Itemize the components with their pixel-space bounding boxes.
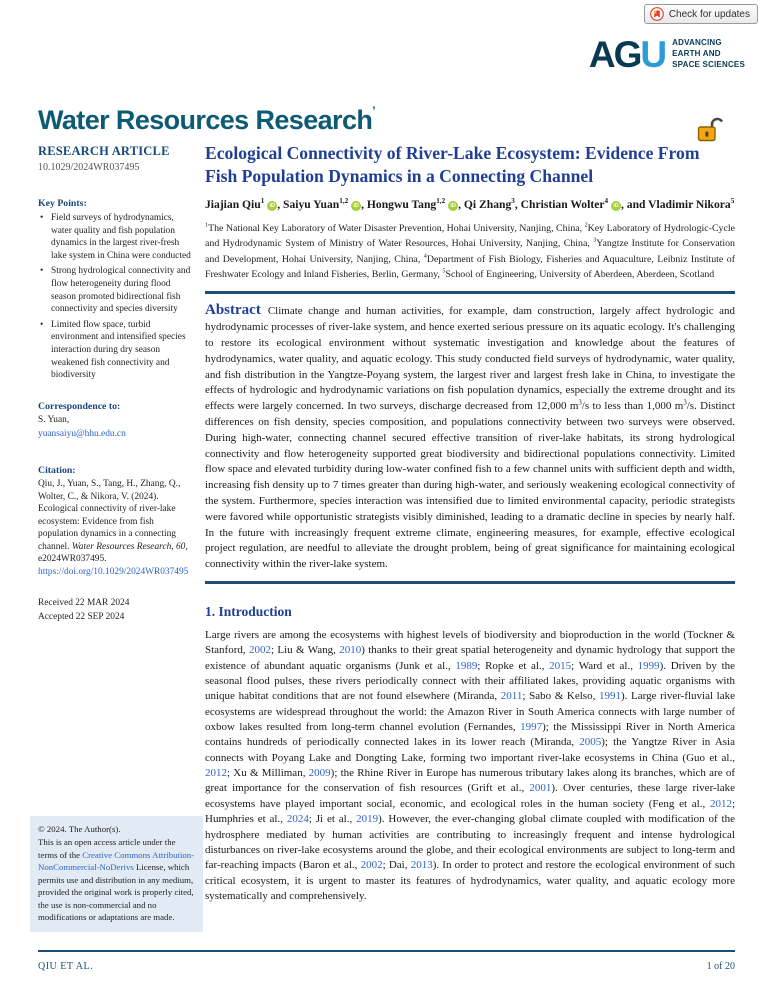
inline-link[interactable]: 2010: [339, 644, 362, 657]
text-segment: 1: [205, 222, 209, 229]
orcid-icon[interactable]: iD: [448, 201, 458, 211]
inline-link[interactable]: 1989: [455, 659, 478, 672]
text-segment: , Saiyu Yuan: [277, 197, 340, 211]
text-segment: Yangtze Institute for Conservation and Development, Hohai University, Nanjing, China,: [205, 238, 735, 265]
agu-tagline-line: ADVANCING: [672, 38, 722, 48]
text-segment: ; Xu & Milliman,: [227, 767, 309, 780]
key-point-item: • Strong hydrological connectivity and flow heterogeneity during flood season promoted bidirectional fish connectivity and species diversity: [38, 265, 195, 315]
accepted-date: Accepted 22 SEP 2024: [38, 611, 125, 622]
divider-rule: [205, 581, 735, 584]
key-points-heading: Key Points:: [38, 198, 87, 209]
divider-rule: [205, 291, 735, 294]
text-segment: ; Ropke et al.,: [477, 659, 550, 672]
inline-link[interactable]: 1997: [520, 721, 543, 734]
correspondence-email-link[interactable]: yuansaiyu@hhu.edu.cn: [38, 429, 126, 440]
inline-link[interactable]: 2009: [308, 767, 331, 780]
text-segment: 3: [511, 196, 515, 205]
agu-tagline: [672, 38, 745, 70]
text-segment: Jiajian Qiu: [205, 197, 261, 211]
text-segment: ) thanks to their great spatial heterogeneity and dynamic hydrology that support the existence of abundant aquatic organisms (Junk et al.,: [205, 644, 735, 672]
main-column: [205, 142, 735, 904]
text-segment: 5: [730, 196, 735, 205]
journal-name: Water Resources Research: [38, 105, 373, 135]
text-segment: ; Ji et al.,: [308, 813, 357, 826]
inline-link[interactable]: 1999: [637, 659, 660, 672]
article-dates: [38, 596, 195, 624]
abstract-section: [205, 303, 735, 573]
text-segment: ; Liu & Wang,: [270, 644, 340, 657]
journal-trademark: ’: [372, 104, 376, 118]
received-date: Received 22 MAR 2024: [38, 597, 130, 608]
text-segment: Large rivers are among the ecosystems with highest levels of biodiversity and bioproduction in the world (Tockner & Stanford,: [205, 629, 735, 657]
orcid-icon[interactable]: iD: [351, 201, 361, 211]
license-text: [38, 836, 196, 923]
citation-heading: Citation:: [38, 464, 76, 476]
journal-masthead: [38, 104, 375, 136]
inline-link[interactable]: 2015: [549, 659, 572, 672]
check-for-updates-label: Check for updates: [668, 8, 750, 20]
correspondence-heading: Correspondence to:: [38, 400, 121, 412]
agu-letter-g: G: [613, 34, 641, 75]
text-segment: 2: [584, 222, 588, 229]
sidebar: [38, 144, 195, 624]
text-segment: ); the Rhine River in Europe has numerous tributary lakes along its branches, which are of great importance for the conservation of fish resources (Grift et al.,: [205, 767, 735, 795]
citation-text: [38, 478, 195, 579]
agu-letter-u: U: [640, 34, 666, 75]
authors-line: [205, 196, 735, 213]
abstract-heading: Abstract: [205, 302, 261, 319]
text-segment: , Hongwu Tang: [361, 197, 437, 211]
inline-link[interactable]: 2019: [356, 813, 379, 826]
correspondence-name: S. Yuan,: [38, 414, 70, 425]
text-segment: 60: [175, 541, 186, 552]
key-points-list: [38, 212, 195, 382]
text-segment: 3: [683, 399, 687, 407]
text-segment: ); the Yangtze River in Asia connects with Poyang Lake and Dongting Lake, forming two important river-lake ecosystems in China (Guo et al.,: [205, 736, 735, 764]
copyright-line: © 2024. The Author(s).: [38, 824, 121, 834]
text-segment: , Qi Zhang: [458, 197, 512, 211]
text-segment: 1,2: [436, 196, 446, 205]
inline-link[interactable]: 2011: [500, 690, 523, 703]
text-segment: ; Humphries et al.,: [205, 797, 735, 826]
text-segment: /s to less than 1,000 m: [581, 400, 684, 413]
inline-link[interactable]: 2013: [410, 859, 433, 872]
inline-link[interactable]: 1991: [598, 690, 621, 703]
inline-link[interactable]: 2002: [248, 644, 271, 657]
orcid-icon[interactable]: iD: [611, 201, 621, 211]
text-segment: The National Key Laboratory of Water Disaster Prevention, Hohai University, Nanjing, China,: [208, 223, 585, 235]
agu-letter-a: A: [588, 34, 614, 75]
inline-link[interactable]: 2012: [709, 797, 732, 810]
license-box: [30, 816, 203, 932]
agu-logo: [589, 36, 745, 73]
orcid-icon[interactable]: iD: [267, 201, 277, 211]
inline-link[interactable]: 2001: [529, 782, 552, 795]
inline-link[interactable]: Creative Commons Attribution-NonCommercial-NoDerivs: [38, 849, 195, 873]
text-segment: ). Driven by the seasonal flood pulses, these rivers periodically connect with their affiliated lakes, providing aquatic organisms with unique habitat conditions that are not found elsewhere (Miranda,: [205, 659, 736, 703]
affiliations: [205, 221, 735, 282]
text-segment: This is an open access article under the terms of the: [38, 837, 176, 860]
abstract-text: [205, 305, 735, 570]
text-segment: Key Laboratory of Hydrologic-Cycle and Hydrodynamic System of Ministry of Water Resources, Hohai University, Nanjing, China,: [205, 223, 735, 250]
text-segment: ,: [171, 541, 176, 552]
text-segment: Climate change and human activities, for example, dam construction, largely affect hydrologic and hydrodynamic processes of river-lake system, and hence exerted serious pressure on its aquatic ecology. It's challenging to restore its ecological environment without systematic investigation and knowledge about the features of hydrodynamics, water quality, and aquatic ecology. This study conducted field surveys of hydrodynamic, water quality, and fish distribution in the Yangtze-Poyang system, the largest river and largest fresh lake in China, to investigate the effects of hydrologic and hydrodynamic variations on fish population dynamics, especially the extreme drought and its effects were largely concerned. In two surveys, discharge decreased from 12,000 m: [205, 305, 735, 413]
text-segment: , e2024WR037495.: [38, 541, 188, 565]
text-segment: , and Vladimir Nikora: [620, 197, 731, 211]
text-segment: 3: [593, 238, 597, 245]
page-indicator: 1 of 20: [706, 961, 735, 972]
text-segment: ). Large river-fluvial lake ecosystems are widespread throughout the world: the Amazon River in South America connects with large number of oxbow lakes resulted from long-term channel evolution (Fernandes,: [205, 690, 735, 734]
article-doi: 10.1029/2024WR037495: [38, 162, 140, 173]
agu-tagline-line: SPACE SCIENCES: [672, 59, 745, 69]
text-segment: ; Ward et al.,: [571, 659, 638, 672]
footer-rule: [38, 950, 735, 952]
text-segment: 4: [604, 196, 609, 205]
text-segment: Department of Fish Biology, Fisheries and Aquaculture, Leibniz Institute of Freshwater Ecology and Inland Fisheries, Berlin, Germany,: [205, 253, 735, 281]
text-segment: License, which permits use and distribution in any medium, provided the original work is properly cited, the use is non-commercial and no modifications or adaptations are made.: [38, 862, 194, 923]
agu-tagline-line: EARTH AND: [672, 49, 721, 59]
text-segment: ; Sabo & Kelso,: [522, 690, 599, 703]
text-segment: ; Dai,: [382, 859, 411, 872]
inline-link[interactable]: 2002: [360, 859, 383, 872]
article-type-label: RESEARCH ARTICLE: [38, 144, 170, 158]
text-segment: , Christian Wolter: [514, 197, 605, 211]
text-segment: 1: [260, 196, 265, 205]
text-segment: 5: [442, 268, 446, 275]
inline-link[interactable]: https://doi.org/10.1029/2024WR037495: [38, 567, 189, 578]
text-segment: 4: [423, 253, 427, 260]
introduction-paragraph: [205, 628, 735, 904]
text-segment: ). Over centuries, these large river-lake ecosystems have played important social, economic, and ecological roles in the human society (Feng et al.,: [205, 782, 735, 810]
text-segment: School of Engineering, University of Aberdeen, Aberdeen, Scotland: [445, 269, 715, 281]
check-for-updates-button[interactable]: [644, 4, 758, 24]
text-segment: /s. Distinct differences on fish density, species composition, and populations connectivity between two surveys were observed. During high-water, connecting channel secured effective transition of river-lake habitats, its strong hydrological connectivity and flow heterogeneity supported great biodiversity and bidirectional populations connectivity. Limited flow space and elevated turbidity during low-water confined fish to a few channel units with sufficient depth and width, increasing fish density up to 7 times greater than during high-water, and seriously weakening ecological connectivity of the system. Furthermore, species interaction was intensified due to limited environmental capacity, periodic strategists were favored while opportunistic strategists visibly diminished, leading to a dramatic decline in species by nearly half. In the future with increasingly frequent extreme climate, engineering measures, for example, effective ecological project regulation, are needful to alleviate the drought problem, being of great significance for maintaining ecological connectivity within the river-lake system.: [205, 400, 736, 571]
inline-link[interactable]: 2012: [205, 767, 227, 780]
text-segment: ). However, the ever-changing global climate coupled with modification of the hydrosphere mediated by human activities are contributing to increasingly frequent and intense hydrological disturbances on river-lake ecosystems around the globe, and their ecological environments are subject to long-term and far-reaching impacts (Baron et al.,: [205, 813, 735, 872]
inline-link[interactable]: 2024: [286, 813, 309, 826]
key-point-item: • Limited flow space, turbid environment and intensified species interaction during dry season weakened fish connectivity and biodiversity: [38, 319, 195, 382]
running-head: QIU ET AL.: [38, 961, 94, 972]
agu-logo-letters: [589, 36, 665, 73]
key-point-item: • Field surveys of hydrodynamics, water quality and fish population dynamics in the largest river-fresh lake system in China were conducted: [38, 212, 195, 262]
text-segment: ). In order to protect and restore the ecological environment of such critical ecosystem, it is urgent to master its features of hydrodynamics, water quality, and aquatic ecology more systematically and comprehensively.: [205, 859, 736, 902]
text-segment: 3: [578, 399, 582, 407]
inline-link[interactable]: 2005: [579, 736, 602, 749]
crossmark-icon: [650, 7, 664, 21]
article-title: Ecological Connectivity of River-Lake Ecosystem: Evidence From Fish Population Dynamics in a Connecting Channel: [205, 143, 700, 186]
text-segment: 1,2: [339, 196, 349, 205]
introduction-heading: 1. Introduction: [205, 604, 292, 620]
text-segment: Water Resources Research: [71, 541, 172, 552]
text-segment: ); the Mississippi River in North America contains hundreds of periodically connected lakes in its lower reach (Miranda,: [205, 721, 735, 749]
text-segment: Qiu, J., Yuan, S., Tang, H., Zhang, Q., Wolter, C., & Nikora, V. (2024). Ecological connectivity of river-lake ecosystem: Evidence from fish population dynamics in a connecting channel.: [38, 478, 181, 552]
